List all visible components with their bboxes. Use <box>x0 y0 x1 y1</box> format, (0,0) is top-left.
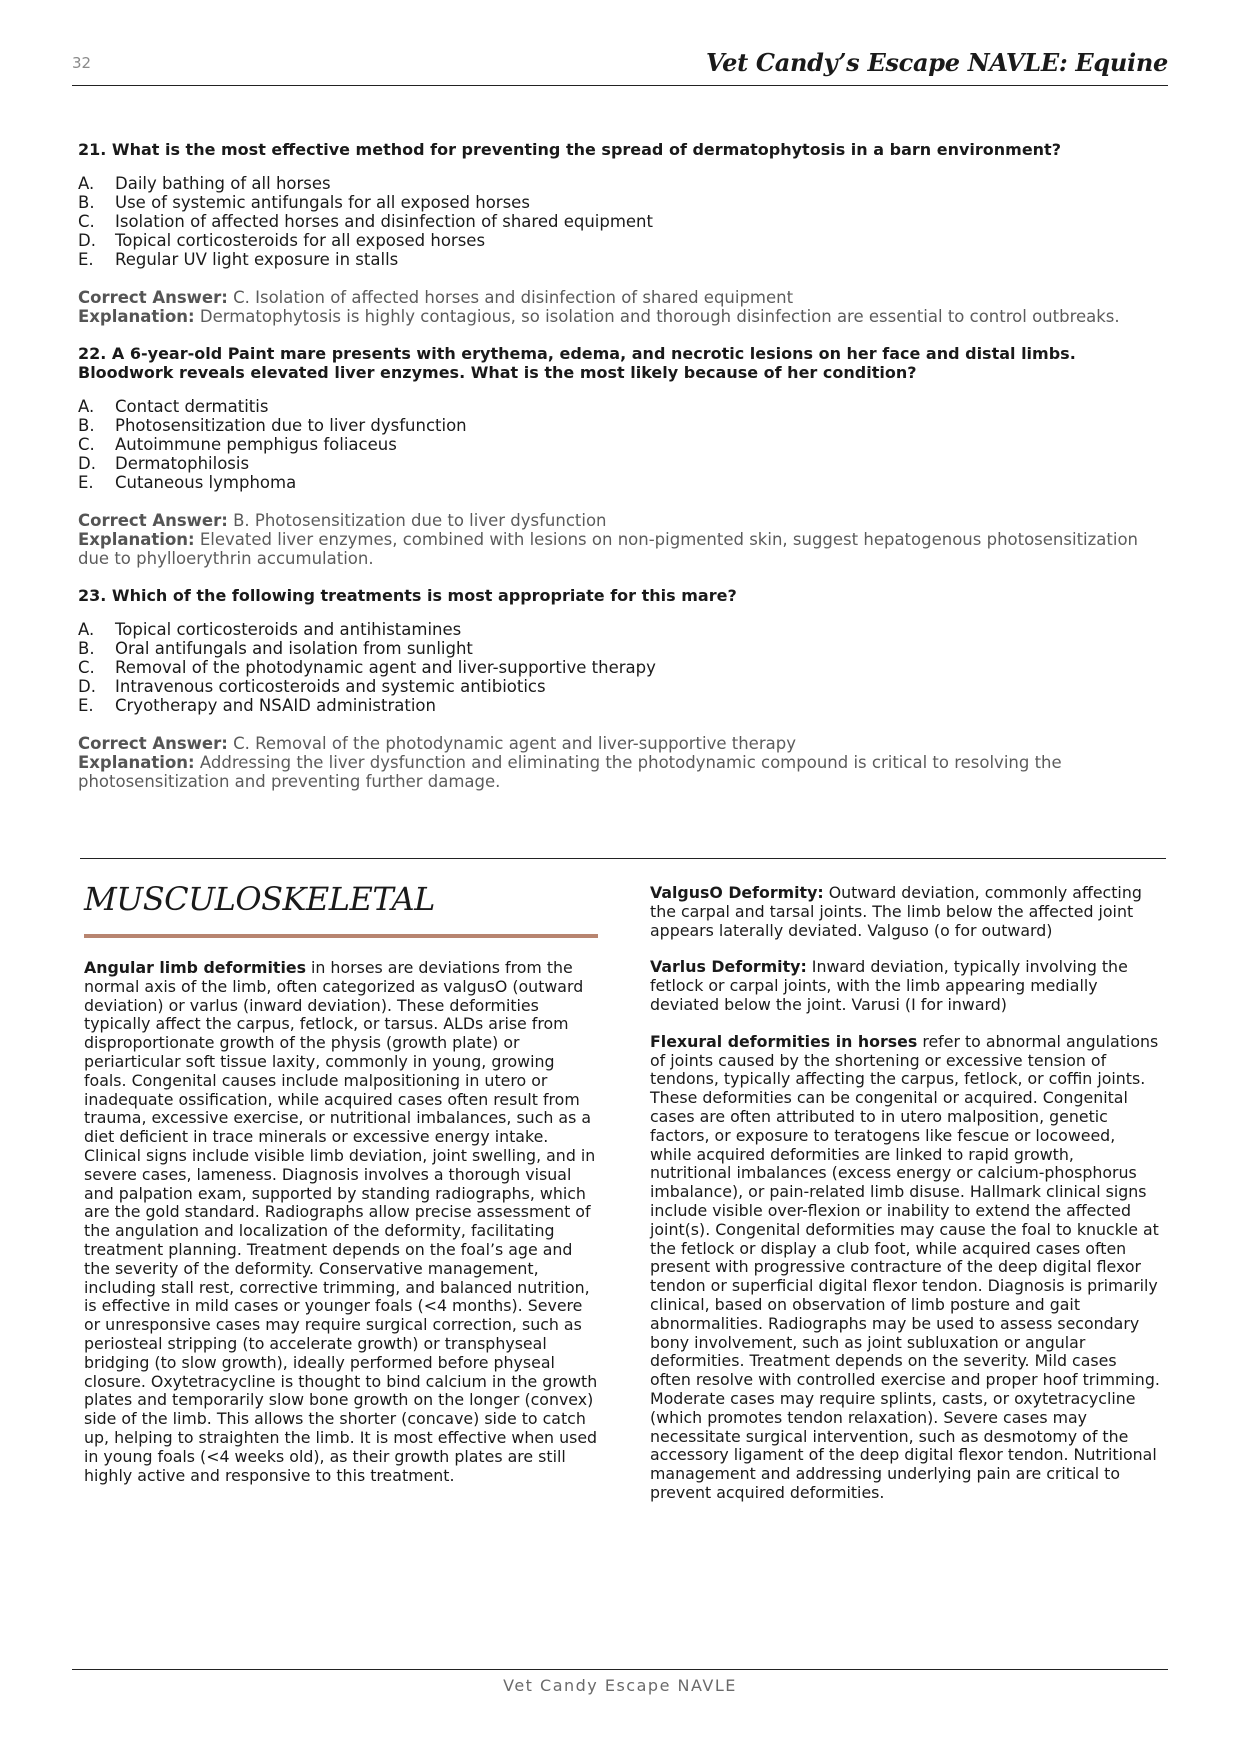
option-text: Removal of the photodynamic agent and liver-supportive therapy <box>115 658 656 677</box>
explanation-label: Explanation: <box>78 530 195 549</box>
explanation <box>78 530 1148 568</box>
section-title-underline <box>84 934 598 938</box>
option-item <box>78 639 1148 658</box>
correct-answer-label: Correct Answer: <box>78 288 228 307</box>
option-letter: C. <box>78 435 95 454</box>
paragraph-lead: Angular limb deformities <box>84 958 306 977</box>
option-list <box>78 620 1148 715</box>
question-stem: 22. A 6-year-old Paint mare presents with erythema, edema, and necrotic lesions on her face and distal limbs. Bloodwork reveals elevated liver enzymes. What is the most likely because of her condition? <box>78 344 1076 382</box>
option-letter: A. <box>78 620 95 639</box>
option-letter: B. <box>78 193 95 212</box>
option-text: Intravenous corticosteroids and systemic antibiotics <box>115 677 546 696</box>
correct-answer-text: B. Photosensitization due to liver dysfunction <box>233 511 607 530</box>
option-item <box>78 193 1148 212</box>
option-item <box>78 250 1148 269</box>
paragraph <box>84 959 602 1485</box>
option-letter: D. <box>78 231 96 250</box>
option-text: Photosensitization due to liver dysfunction <box>115 416 467 435</box>
option-letter: E. <box>78 250 94 269</box>
option-item <box>78 473 1148 492</box>
option-letter: D. <box>78 454 96 473</box>
paragraph <box>650 1033 1160 1503</box>
question-21 <box>78 140 1148 326</box>
left-column <box>84 959 602 1503</box>
option-item <box>78 658 1148 677</box>
option-text: Dermatophilosis <box>115 454 250 473</box>
option-item <box>78 416 1148 435</box>
option-text: Use of systemic antifungals for all exposed horses <box>115 193 530 212</box>
option-letter: A. <box>78 397 95 416</box>
option-item <box>78 620 1148 639</box>
correct-answer-text: C. Isolation of affected horses and disinfection of shared equipment <box>233 288 794 307</box>
option-letter: E. <box>78 696 94 715</box>
option-item <box>78 174 1148 193</box>
explanation-text: Elevated liver enzymes, combined with lesions on non-pigmented skin, suggest hepatogenous photosensitization due to phylloerythrin accumulation. <box>78 530 1138 568</box>
option-text: Autoimmune pemphigus foliaceus <box>115 435 397 454</box>
option-letter: D. <box>78 677 96 696</box>
option-item <box>78 212 1148 231</box>
paragraph-lead: Varlus Deformity: <box>650 957 807 977</box>
option-text: Contact dermatitis <box>115 397 269 416</box>
paragraph <box>650 958 1160 1014</box>
paragraph-text: Inward deviation, typically involving the fetlock or carpal joints, with the limb appearing medially deviated below the joint. Varusi (I for inward) <box>650 957 1128 1014</box>
explanation <box>78 307 1148 326</box>
explanation-text: Dermatophytosis is highly contagious, so isolation and thorough disinfection are essential to control outbreaks. <box>199 307 1120 326</box>
option-letter: C. <box>78 212 95 231</box>
option-text: Cryotherapy and NSAID administration <box>115 696 436 715</box>
header-divider <box>72 85 1168 86</box>
option-letter: E. <box>78 473 94 492</box>
correct-answer <box>78 288 1148 307</box>
paragraph <box>650 884 1160 940</box>
question-stem: 21. What is the most effective method for preventing the spread of dermatophytosis in a barn environment? <box>78 140 1061 159</box>
option-item <box>78 454 1148 473</box>
option-text: Cutaneous lymphoma <box>115 473 297 492</box>
option-text: Oral antifungals and isolation from sunlight <box>115 639 473 658</box>
question-22 <box>78 344 1148 568</box>
option-item <box>78 231 1148 250</box>
option-letter: B. <box>78 639 95 658</box>
option-letter: C. <box>78 658 95 677</box>
correct-answer <box>78 511 1148 530</box>
option-list <box>78 174 1148 269</box>
footer-divider <box>72 1669 1168 1670</box>
option-item <box>78 696 1148 715</box>
page-number: 32 <box>72 54 92 72</box>
correct-answer-text: C. Removal of the photodynamic agent and liver-supportive therapy <box>233 734 796 753</box>
option-list <box>78 397 1148 492</box>
answer-block <box>78 288 1148 326</box>
option-letter: A. <box>78 174 95 193</box>
option-text: Topical corticosteroids for all exposed horses <box>115 231 486 250</box>
paragraph-lead: ValgusO Deformity: <box>650 883 824 902</box>
question-stem: 23. Which of the following treatments is most appropriate for this mare? <box>78 586 737 605</box>
explanation <box>78 753 1148 791</box>
option-text: Isolation of affected horses and disinfection of shared equipment <box>115 212 653 231</box>
paragraph-lead: Flexural deformities in horses <box>650 1031 918 1051</box>
right-column <box>650 884 1160 1521</box>
explanation-label: Explanation: <box>78 307 195 326</box>
option-item <box>78 397 1148 416</box>
option-text: Topical corticosteroids and antihistamines <box>115 620 462 639</box>
option-text: Daily bathing of all horses <box>115 174 331 193</box>
paragraph-text: in horses are deviations from the normal axis of the limb, often categorized as valgusO (outward deviation) or varlus (inward deviation). These deformities typically affect the carpus, fetlock, or tarsus. ALDs arise from disproportionate growth of the physis (growth plate) or periarticular soft tissue laxity, commonly in young, growing foals. Congenital causes include malpositioning in utero or inadequate ossification, while acquired cases often result from trauma, excessive exercise, or nutritional imbalances, such as a diet deficient in trace minerals or excessive energy intake. Clinical signs include visible limb deviation, joint swelling, and in severe cases, lameness. Diagnosis involves a thorough visual and palpation exam, supported by standing radiographs, which are the gold standard. Radiographs allow precise assessment of the angulation and localization of the deformity, facilitating treatment planning. Treatment depends on the foal’s age and the severity of the deformity. Conservative management, including stall rest, corrective trimming, and balanced nutrition, is effective in mild cases or younger foals (<4 months). Severe or unresponsive cases may require surgical correction, such as periosteal stripping (to accelerate growth) or transphyseal bridging (to slow growth), ideally performed before physeal closure. Oxytetracycline is thought to bind calcium in the growth plates and temporarily slow bone growth on the longer (convex) side of the limb. This allows the shorter (concave) side to catch up, helping to straighten the limb. It is most effective when used in young foals (<4 weeks old), as their growth plates are still highly active and responsive to this treatment. <box>84 958 598 1485</box>
option-item <box>78 435 1148 454</box>
option-item <box>78 677 1148 696</box>
paragraph-text: refer to abnormal angulations of joints caused by the shortening or excessive tension of tendons, typically affecting the carpus, fetlock, or coffin joints. These deformities can be congenital or acquired. Congenital cases are often attributed to in utero malposition, genetic factors, or exposure to teratogens like fescue or locoweed, while acquired deformities are linked to rapid growth, nutritional imbalances (excess energy or calcium-phosphorus imbalance), or pain-related limb disuse. Hallmark clinical signs include visible over-flexion or inability to extend the affected joint(s). Congenital deformities may cause the foal to knuckle at the fetlock or display a club foot, while acquired cases often present with progressive contracture of the deep digital flexor tendon or superficial digital flexor tendon. Diagnosis is primarily clinical, based on observation of limb posture and gait abnormalities. Radiographs may be used to assess secondary bony involvement, such as joint subluxation or angular deformities. Treatment depends on the severity. Mild cases often resolve with controlled exercise and proper hoof trimming. Moderate cases may require splints, casts, or oxytetracycline (which promotes tendon relaxation). Severe cases may necessitate surgical intervention, such as desmotomy of the accessory ligament of the deep digital flexor tendon. Nutritional management and addressing underlying pain are critical to prevent acquired deformities. <box>650 1031 1160 1502</box>
running-title: Vet Candy’s Escape NAVLE: Equine <box>705 48 1168 77</box>
question-23 <box>78 586 1148 791</box>
correct-answer <box>78 734 1148 753</box>
correct-answer-label: Correct Answer: <box>78 511 228 530</box>
option-text: Regular UV light exposure in stalls <box>115 250 399 269</box>
answer-block <box>78 734 1148 791</box>
paragraph-text: Outward deviation, commonly affecting the carpal and tarsal joints. The limb below the affected joint appears laterally deviated. Valguso (o for outward) <box>650 883 1142 940</box>
explanation-text: Addressing the liver dysfunction and eliminating the photodynamic compound is critical to resolving the photosensitization and preventing further damage. <box>78 753 1062 791</box>
option-letter: B. <box>78 416 95 435</box>
footer-text: Vet Candy Escape NAVLE <box>503 1676 737 1695</box>
section-title: MUSCULOSKELETAL <box>84 880 435 918</box>
explanation-label: Explanation: <box>78 753 195 772</box>
answer-block <box>78 511 1148 568</box>
correct-answer-label: Correct Answer: <box>78 734 228 753</box>
section-divider <box>80 858 1166 859</box>
question-section <box>78 140 1148 809</box>
